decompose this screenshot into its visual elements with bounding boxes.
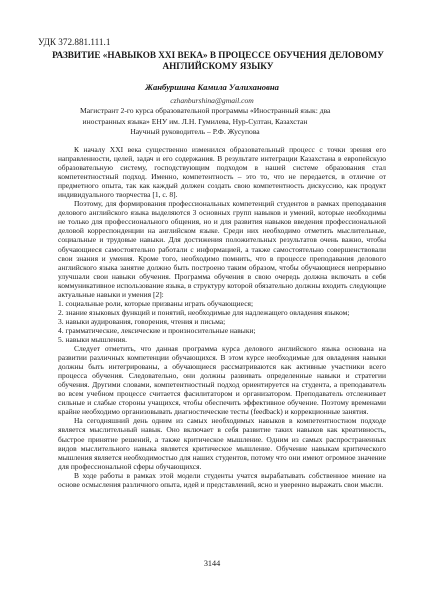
body-paragraph: Следует отметить, что данная программа курса делового английского языка основана на развитии различных компетенции обучающихся. В этом курсе необходимые для овладения навыки должны быть интегрированы, а обучающиеся рассматриваются как активные участники всего процесса обучения. Следовательно, они должны развивать определенные навыки и стратегии обучения. Другими словами, компетентностный подход ориентируется на студента, а преподаватель во всем учебном процессе считается фасилитатором и организатором. Преподаватель отслеживает сильные и слабые стороны учащихся, чтобы обеспечить эффективное обучение. Поэтому временами крайне необходимо организовывать диагностические тесты (feedback) и коррекционные занятия. <box>58 344 386 417</box>
article-title <box>48 50 388 72</box>
body-paragraph: На сегодняшний день одним из самых необходимых навыков в компетентностном подходе является мыслительный навык. Оно включает в себя развитие таких навыков как креативность, быстрое принятие решений, а также критическое мышление. Одним из самых распространенных видов мыслительного навыка является критическое мышление. Обучение навыкам критического мышления является необходимостью для наших студентов, потому что они имеют огромное значение для профессиональной сферы обучающихся. <box>58 416 386 471</box>
affiliation-line: иностранных языка» ЕНУ им. Л.Н. Гумилева, Нур-Султан, Казахстан <box>82 116 308 126</box>
body-paragraph: В ходе работы в рамках этой модели студенты учатся вырабатывать собственное мнение на основе осмысления различного опыта, идей и представлений, ясно и уверенно выражать свои мысли. <box>58 470 386 489</box>
title-line: АНГЛИЙСКОМУ ЯЗЫКУ <box>162 61 274 71</box>
affiliation-line: Магистрант 2-го курса образовательной программы «Иностранный язык: два <box>80 106 331 115</box>
list-item: 4. грамматические, лексические и произносительные навыки; <box>58 325 256 335</box>
article-body <box>58 145 386 489</box>
body-paragraph: К началу XXI века существенно изменился образовательный процесс с точки зрения его направленности, целей, задач и его содержания. В результате интеграции Казахстана в европейскую образовательную систему, господствующим подходом в нашей системе образования стал компетентностный подход. Именно, компетентность – это то, что не передается, в отличие от предметного опыта, так как каждый должен создать свою компетентность дискуссию, как продукт индивидуального творчества [1, с. 8]. <box>58 145 386 200</box>
udk-code: УДК 372.881.111.1 <box>38 37 111 47</box>
title-line: РАЗВИТИЕ «НАВЫКОВ XXI ВЕКА» В ПРОЦЕССЕ ОБУЧЕНИЯ ДЕЛОВОМУ <box>52 50 384 60</box>
author-affiliation <box>80 106 350 138</box>
author-name: Жанбуршина Камила Уалихановна <box>145 82 279 92</box>
list-item: 3. навыки аудирования, говорения, чтения и письма; <box>58 316 226 326</box>
page-number: 3144 <box>203 559 221 568</box>
body-paragraph: Поэтому, для формирования профессиональных компетенций студентов в рамках преподавания делового английского языка выделяются 3 основных групп навыков и умений, которые необходимы не только для профессионального общения, но и для развития навыков введения профессиональной деловой корреспонденции на английском языке. Среди них необходимо отметить мыслительные, социальные и трудовые навыки. Для достижения положительных результатов очень важно, чтобы обучающиеся самостоятельно работали с информацией, а также самостоятельно совершенствовали свои знания и умения. Кроме того, необходимо помнить, что в процессе преподавания делового английского языка занятие должно быть построено таким образом, чтобы обучающиеся непрерывно улучшали свои навыки обучения. Программа обучения в свою очередь должна включать в себя коммуникативное использование языка, в структуру которой обязательно должны входить следующие актуальные навыки и умения [2]: <box>58 199 386 299</box>
list-item: 1. социальные роли, которые призваны играть обучающиеся; <box>58 298 254 308</box>
supervisor-line: Научный руководитель – Р.Ф. Жусупова <box>130 127 260 137</box>
list-item: 2. знание языковых функций и понятий, необходимые для надлежащего овладения языком; <box>58 307 350 317</box>
list-item: 5. навыки мышления. <box>58 334 127 344</box>
author-email: czhanburshina@gmail.com <box>170 96 254 105</box>
